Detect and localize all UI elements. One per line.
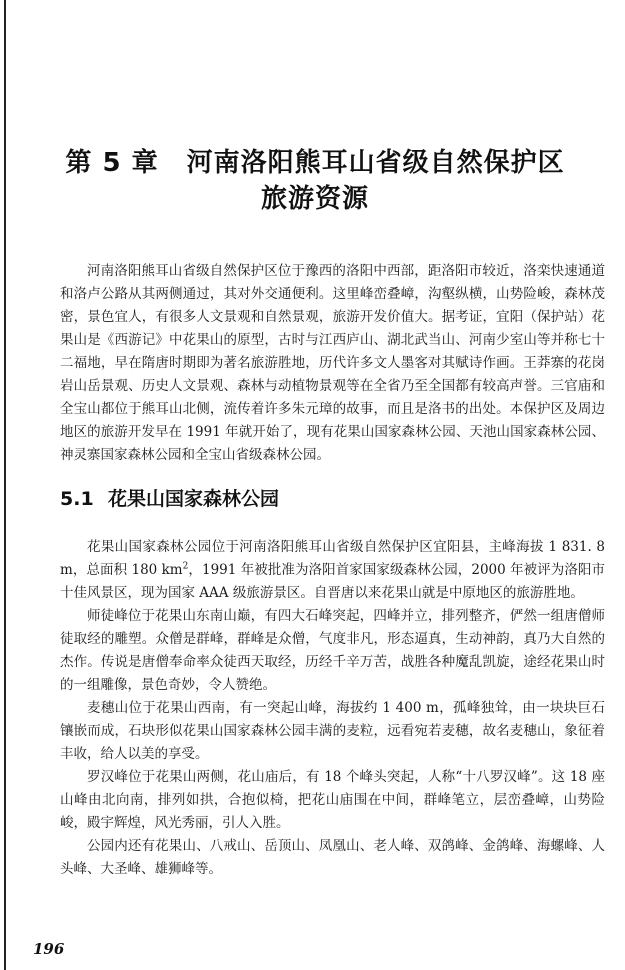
paragraph-1-text-cont: ，1991 年被批准为洛阳首家国家级森林公园，2000 年被评为洛阳市十佳风景区，现为国家 AAA 级旅游景区。自晋唐以来花果山就是中原地区的旅游胜地。 <box>60 562 606 601</box>
chapter-title-text: 河南洛阳熊耳山省级自然保护区 <box>186 148 565 178</box>
section-number: 5.1 <box>60 488 94 510</box>
paragraph-1-text: 花果山国家森林公园位于河南洛阳熊耳山省级自然保护区宜阳县，主峰海拔 1 831. 8 m，总面积 180 km <box>60 539 605 578</box>
area-unit-superscript: 2 <box>182 561 189 572</box>
chapter-number: 第 5 章 <box>65 148 159 178</box>
intro-paragraph: 河南洛阳熊耳山省级自然保护区位于豫西的洛阳中西部，距洛阳市较近，洛栾快速通道和洛卢公路从其两侧通过，其对外交通便利。这里峰峦叠嶂，沟壑纵横，山势险峻，森林茂密，景色宜人，有很多人文景观和自然景观，旅游开发价值大。据考证，宜阳（保护站）花果山是《西游记》中花果山的原型，古时与江西庐山、湖北武当山、河南少室山等并称七十二福地，早在隋唐时期即为著名旅游胜地，历代许多文人墨客对其赋诗作画。王莽寨的花岗岩山岳景观、历史人文景观、森林与动植物景观等在全省乃至全国都有较高声誉。三官庙和全宝山都位于熊耳山北侧，流传着许多朱元璋的故事，而且是洛书的出处。本保护区及周边地区的旅游开发早在 1991 年就开始了，现有花果山国家森林公园、天池山国家森林公园、神灵寨国家森林公园和全宝山省级森林公园。 <box>60 263 605 463</box>
section-paragraph-5: 公园内还有花果山、八戒山、岳顶山、凤凰山、老人峰、双鸽峰、金鸽峰、海螺峰、人头峰、大圣峰、雄狮峰等。 <box>60 838 605 877</box>
chapter-title-line1 <box>20 145 610 181</box>
section-heading <box>60 485 605 513</box>
section-paragraph-3: 麦穗山位于花果山西南，有一突起山峰，海拔约 1 400 m，孤峰独耸，由一块块巨石镶嵌而成，石块形似花果山国家森林公园丰满的麦粒，远看宛若麦穗，故名麦穗山，象征着丰收，给人以美的享受。 <box>60 700 605 762</box>
chapter-title-line2: 旅游资源 <box>260 184 369 214</box>
chapter-title <box>20 145 610 217</box>
section-body <box>60 536 605 881</box>
intro-section <box>60 260 605 467</box>
section-title: 花果山国家森林公园 <box>108 488 280 510</box>
section-paragraph-1 <box>60 536 605 605</box>
section-paragraph-4: 罗汉峰位于花果山两侧，花山庙后，有 18 个峰头突起，人称“十八罗汉峰”。这 18 座山峰由北向南，排列如拱，合抱似椅，把花山庙围在中间，群峰笔立，层峦叠嶂，山势险峻，殿宇辉煌，风光秀丽，引人入胜。 <box>60 769 605 831</box>
page-number: 196 <box>33 940 65 958</box>
page-edge-rule <box>4 0 6 970</box>
section-paragraph-2: 师徒峰位于花果山东南山巅，有四大石峰突起，四峰并立，排列整齐，俨然一组唐僧师徒取经的雕塑。众僧是群峰，群峰是众僧，气度非凡，形态逼真，生动神韵，真乃大自然的杰作。传说是唐僧奉命率众徒西天取经，历经千辛万苦，战胜各种魔乱凯旋，途经花果山时的一组雕像，景色奇妙，令人赞绝。 <box>60 608 605 693</box>
